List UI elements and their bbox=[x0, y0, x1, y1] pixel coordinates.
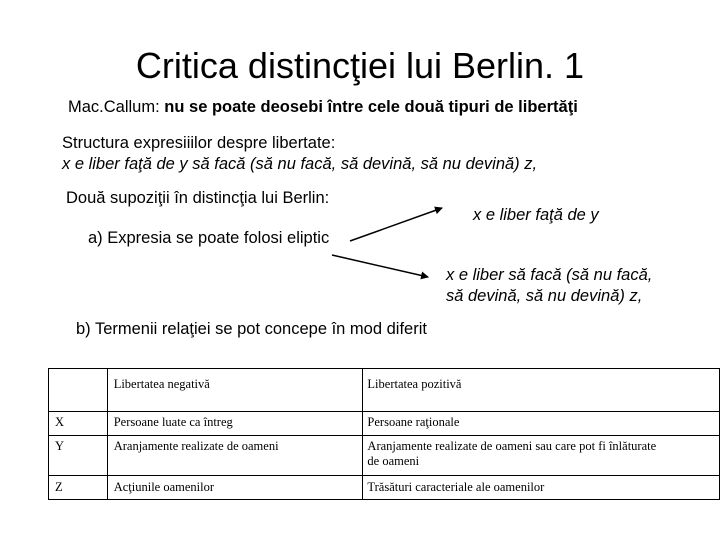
row-key: Y bbox=[55, 439, 65, 453]
table-header-empty bbox=[49, 369, 108, 412]
structure-formula: x e liber faţă de y să facă (să nu facă, să devină, să nu devină) z, bbox=[62, 155, 538, 173]
arrow-to-lower bbox=[332, 255, 428, 277]
row-negative: Persoane luate ca întreg bbox=[113, 415, 233, 429]
table-row bbox=[49, 436, 720, 476]
row-negative: Acţiunile oamenilor bbox=[113, 480, 215, 494]
freedom-comparison-table bbox=[48, 368, 720, 500]
arrow-to-upper bbox=[350, 208, 442, 241]
assumption-a: a) Expresia se poate folosi eliptic bbox=[88, 229, 330, 247]
assumptions-heading: Două supoziţii în distincţia lui Berlin: bbox=[66, 189, 330, 207]
row-positive: Aranjamente realizate de oameni sau care pot fi înlăturate de oameni bbox=[367, 439, 657, 468]
structure-heading: Structura expresiiilor despre libertate: bbox=[62, 134, 336, 152]
row-positive: Trăsături caracteriale ale oamenilor bbox=[367, 480, 545, 494]
table-row bbox=[49, 412, 720, 436]
row-negative: Aranjamente realizate de oameni bbox=[113, 439, 279, 453]
subtitle-author: Mac.Callum: bbox=[68, 98, 160, 116]
table-row bbox=[49, 476, 720, 500]
row-positive: Persoane raţionale bbox=[367, 415, 460, 429]
ellipsis-lower-line2: să devină, să nu devină) z, bbox=[446, 287, 643, 305]
row-key: Z bbox=[55, 480, 63, 494]
table-header-row bbox=[49, 369, 720, 412]
row-key: X bbox=[55, 415, 65, 429]
table-header-positive: Libertatea pozitivă bbox=[367, 377, 462, 391]
ellipsis-lower-line1: x e liber să facă (să nu facă, bbox=[446, 266, 653, 284]
assumption-b: b) Termenii relaţiei se pot concepe în mod diferit bbox=[76, 320, 427, 338]
table-header-negative: Libertatea negativă bbox=[113, 377, 210, 391]
subtitle-claim: nu se poate deosebi între cele două tipuri de libertăţi bbox=[164, 98, 578, 116]
ellipsis-upper: x e liber faţă de y bbox=[473, 206, 599, 224]
slide-title: Critica distincţiei lui Berlin. 1 bbox=[135, 45, 585, 86]
